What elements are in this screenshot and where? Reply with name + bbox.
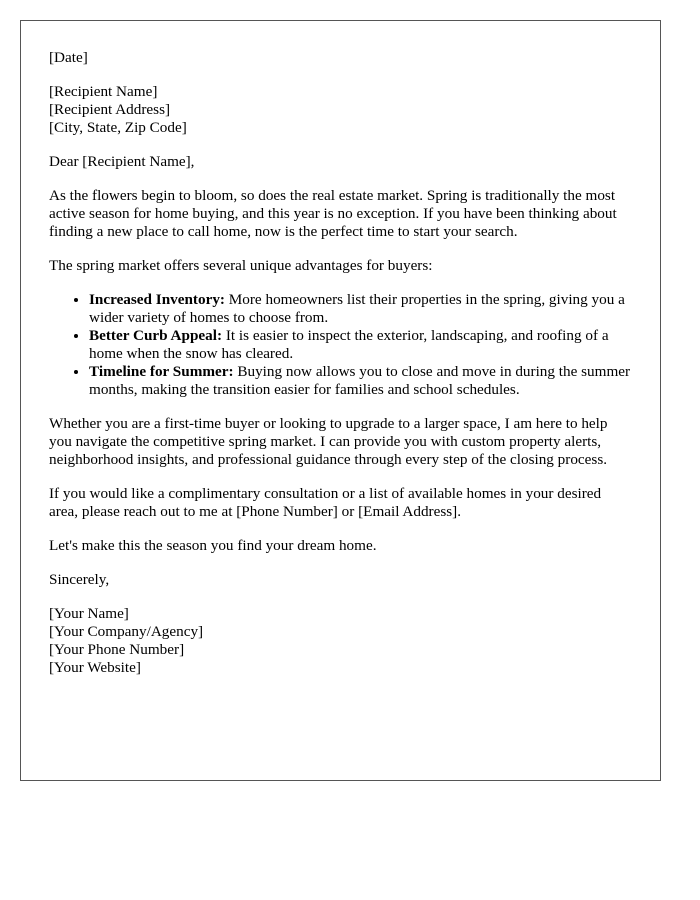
- signature-company: [Your Company/Agency]: [49, 623, 204, 640]
- signature-website: [Your Website]: [49, 659, 141, 676]
- advantage-title: Increased Inventory:: [89, 291, 225, 308]
- recipient-name: [Recipient Name]: [49, 83, 158, 100]
- advantage-title: Better Curb Appeal:: [89, 327, 223, 344]
- contact-paragraph: If you would like a complimentary consultation or a list of available homes in your desired area, please reach out to me at [Phone Number] or [Email Address].: [49, 485, 602, 520]
- intro-paragraph: As the flowers begin to bloom, so does the real estate market. Spring is traditionally the most active season for home buying, and this year is no exception. If you have been thinking about finding a new place to call home, now is the perfect time to start your search.: [49, 187, 617, 240]
- advantage-item: [89, 363, 632, 399]
- closing-line: Let's make this the season you find your dream home.: [49, 537, 377, 554]
- advantages-intro: The spring market offers several unique advantages for buyers:: [49, 257, 433, 274]
- advantage-item: [89, 291, 632, 327]
- recipient-city-state-zip: [City, State, Zip Code]: [49, 119, 187, 136]
- signature-name: [Your Name]: [49, 605, 129, 622]
- salutation: Dear [Recipient Name],: [49, 153, 195, 170]
- signature-phone: [Your Phone Number]: [49, 641, 185, 658]
- signature-block: [49, 605, 632, 677]
- recipient-address: [Recipient Address]: [49, 101, 171, 118]
- advantage-text: It is easier to inspect the exterior, landscaping, and roofing of a home when the snow has cleared.: [89, 327, 609, 362]
- advantage-text: More homeowners list their properties in the spring, giving you a wider variety of homes to choose from.: [89, 291, 625, 326]
- letter-page: [20, 20, 661, 781]
- recipient-block: [49, 83, 632, 137]
- advantage-text: Buying now allows you to close and move in during the summer months, making the transition easier for families and school schedules.: [89, 363, 631, 398]
- advantage-item: [89, 327, 632, 363]
- advantage-title: Timeline for Summer:: [89, 363, 234, 380]
- letter-date: [Date]: [49, 49, 88, 66]
- signoff: Sincerely,: [49, 571, 110, 588]
- help-paragraph: Whether you are a first-time buyer or looking to upgrade to a larger space, I am here to help you navigate the competitive spring market. I can provide you with custom property alerts, neighborhood insights, and professional guidance through every step of the closing process.: [49, 415, 608, 468]
- advantages-list: [49, 291, 632, 399]
